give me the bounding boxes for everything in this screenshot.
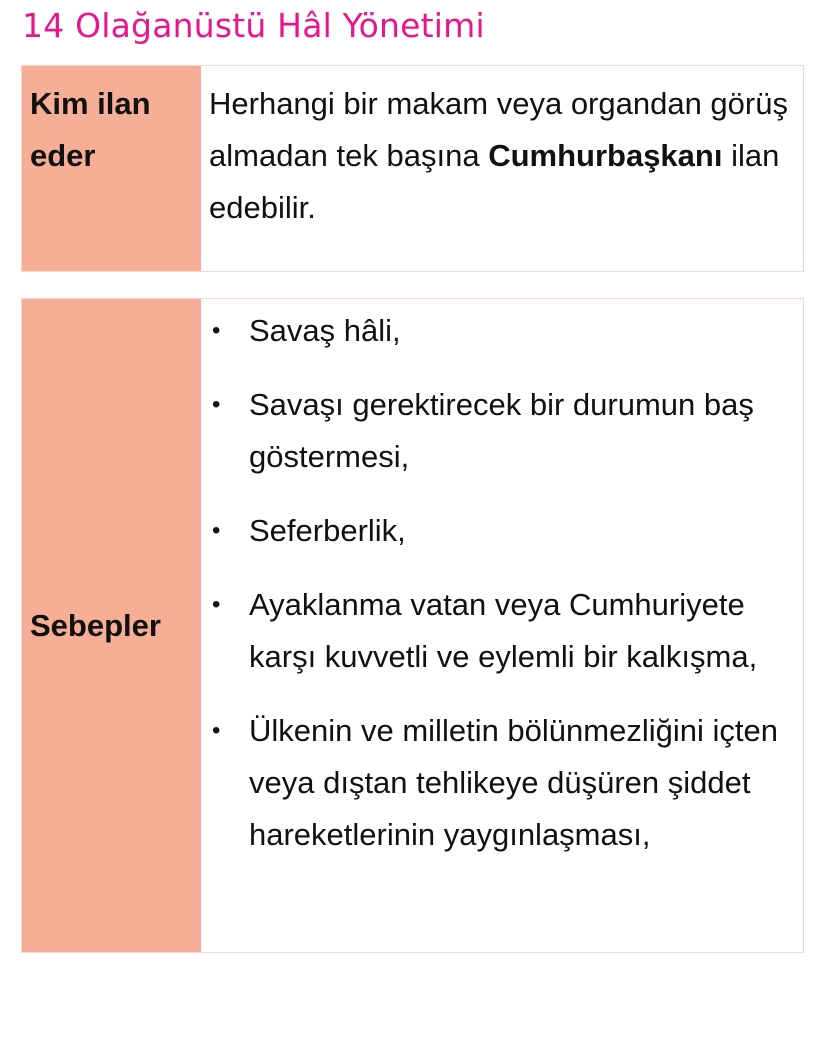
- list-item: • Ayaklanma vatan veya Cumhuriyete karşı kuvvetli ve eylemli bir kalkışma,: [209, 579, 795, 683]
- declaration-label-line2: eder: [30, 138, 96, 173]
- declaration-text-bold: Cumhurbaşkanı: [488, 138, 723, 173]
- reasons-label-text: Sebepler: [30, 607, 161, 643]
- list-item: • Ülkenin ve milletin bölünmezliğini içten veya dıştan tehlikeye düşüren şiddet hareketlerinin yaygınlaşması,: [209, 705, 795, 861]
- reasons-list: [209, 305, 795, 861]
- declaration-label-line1: Kim ilan: [30, 86, 151, 121]
- list-item: • Seferberlik,: [209, 505, 795, 557]
- declaration-text-after: ilan edebilir.: [209, 138, 780, 225]
- reasons-label: [22, 299, 201, 952]
- reasons-row: [21, 298, 804, 953]
- declaration-label: [22, 66, 201, 271]
- declaration-text-before: Herhangi bir makam veya organdan görüş almadan tek başına: [209, 86, 788, 173]
- reasons-content: [201, 299, 803, 952]
- list-item: • Savaşı gerektirecek bir durumun baş göstermesi,: [209, 379, 795, 483]
- page-title: 14 Olağanüstü Hâl Yönetimi: [22, 6, 485, 45]
- declaration-text: [201, 66, 803, 271]
- list-item: • Savaş hâli,: [209, 305, 795, 357]
- declaration-row: [21, 65, 804, 272]
